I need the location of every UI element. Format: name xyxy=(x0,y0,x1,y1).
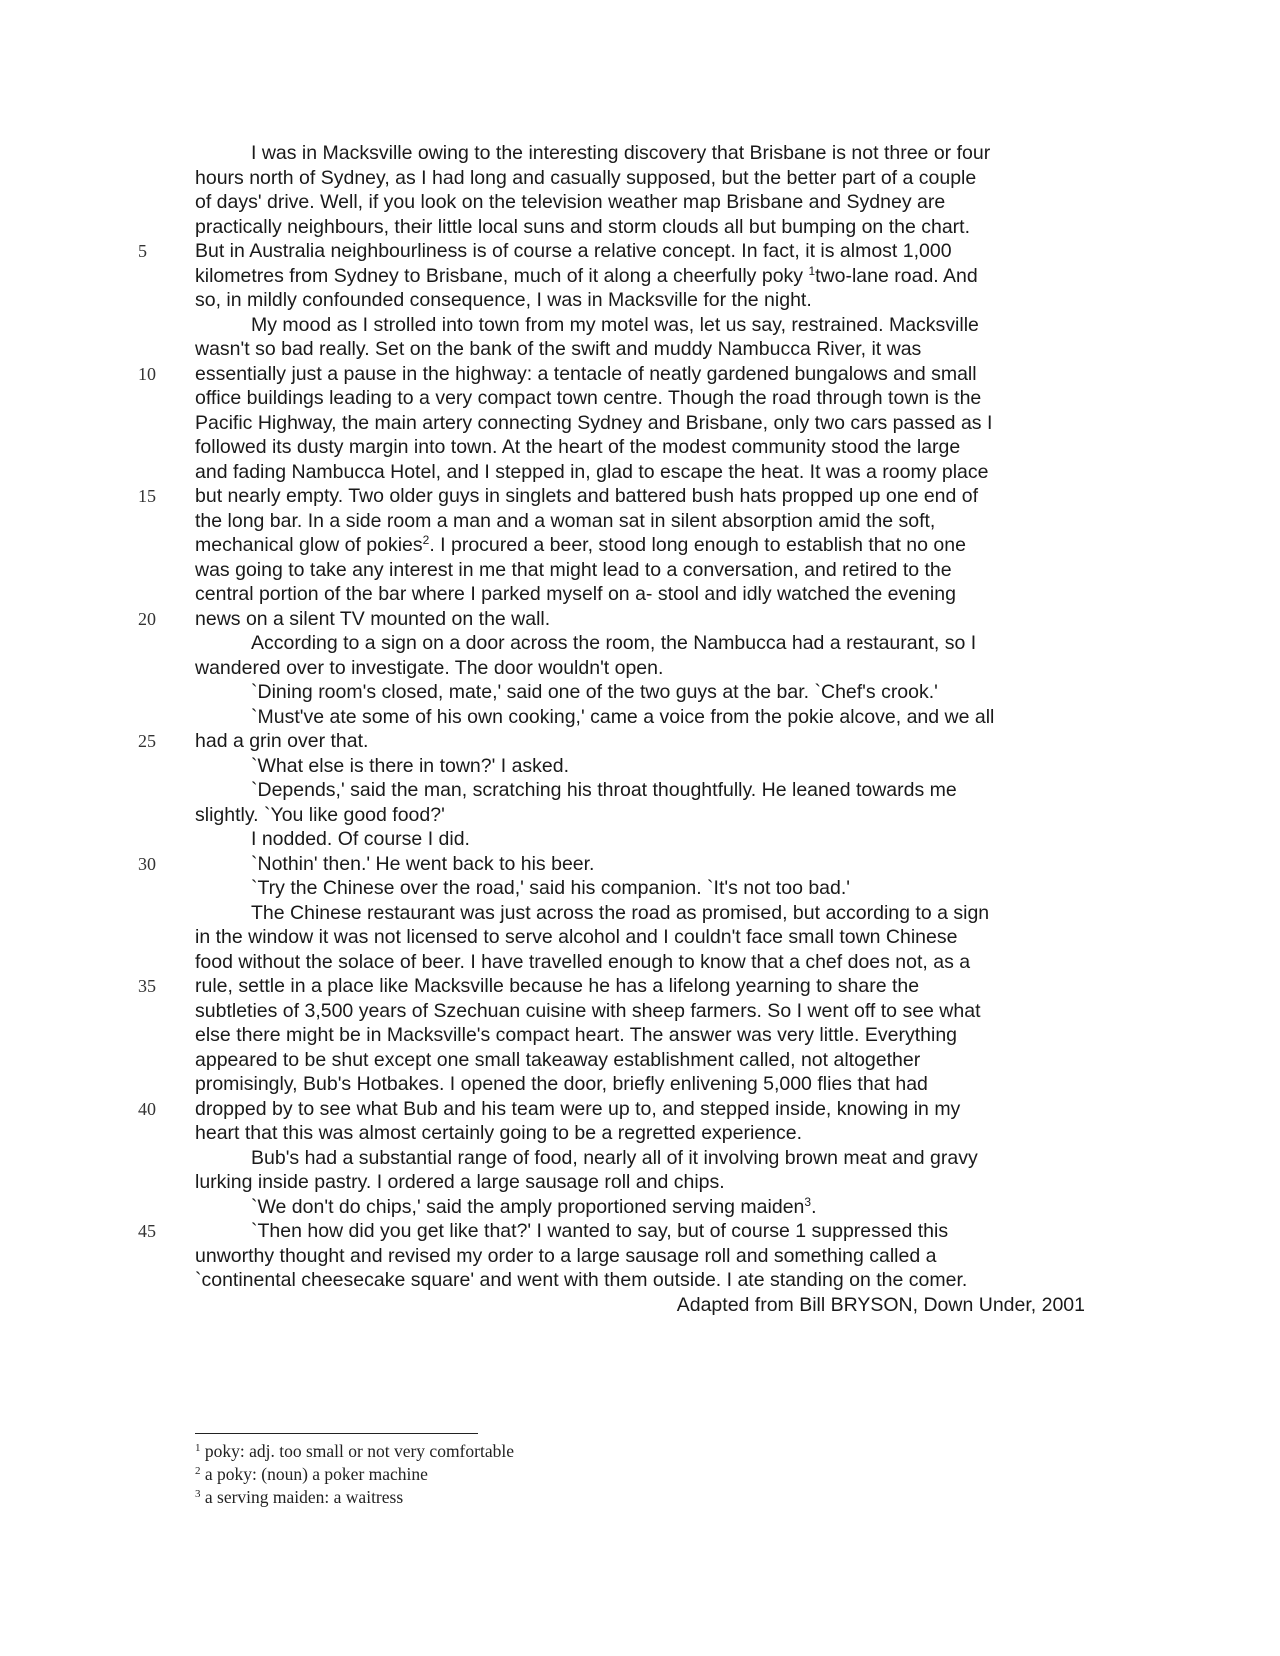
passage-line xyxy=(195,1023,1085,1048)
passage-line xyxy=(195,509,1085,534)
line-text: I was in Macksville owing to the interesting discovery that Brisbane is not three or four xyxy=(251,142,991,164)
footnote-item xyxy=(195,1486,514,1509)
passage-line xyxy=(195,1219,1085,1244)
passage-line xyxy=(195,239,1085,264)
line-text: lurking inside pastry. I ordered a large sausage roll and chips. xyxy=(195,1171,725,1193)
line-text: rule, settle in a place like Macksville because he has a lifelong yearning to share the xyxy=(195,975,920,997)
passage-text xyxy=(195,141,1085,1317)
passage-line xyxy=(195,313,1085,338)
passage-line xyxy=(195,754,1085,779)
footnote-item xyxy=(195,1440,514,1463)
line-text: But in Australia neighbourliness is of course a relative concept. In fact, it is almost 1,000 xyxy=(195,240,952,262)
line-text: hours north of Sydney, as I had long and casually supposed, but the better part of a couple xyxy=(195,166,977,189)
passage-line xyxy=(195,484,1085,509)
footnote-item xyxy=(195,1463,514,1486)
passage-line xyxy=(195,950,1085,975)
footnote-text: a poky: (noun) a poker machine xyxy=(200,1464,428,1484)
line-text: . xyxy=(811,1195,817,1218)
passage-line xyxy=(195,1146,1085,1171)
line-text: Pacific Highway, the main artery connecting Sydney and Brisbane, only two cars passed as I xyxy=(195,411,993,434)
line-text: promisingly, Bub's Hotbakes. I opened the door, briefly enlivening 5,000 flies that had xyxy=(195,1073,928,1095)
line-text: mechanical glow of pokies xyxy=(195,534,423,556)
line-text: `Try the Chinese over the road,' said his companion. `It's not too bad.' xyxy=(251,877,851,899)
passage-line xyxy=(195,460,1085,485)
line-text: `Then how did you get like that?' I wanted to say, but of course 1 suppressed this xyxy=(251,1220,949,1242)
passage-line xyxy=(195,533,1085,558)
passage-line xyxy=(195,778,1085,803)
line-text: two-lane road. And xyxy=(815,264,978,287)
source-attribution xyxy=(195,1293,1085,1318)
line-text: of days' drive. Well, if you look on the television weather map Brisbane and Sydney are xyxy=(195,191,946,213)
line-text: but nearly empty. Two older guys in singlets and battered bush hats propped up one end of xyxy=(195,485,979,507)
footnote-text: a serving maiden: a waitress xyxy=(200,1487,404,1507)
line-number: 10 xyxy=(138,363,156,384)
passage-line xyxy=(195,803,1085,828)
line-text: According to a sign on a door across the room, the Nambucca had a restaurant, so I xyxy=(251,632,977,654)
line-text: `Depends,' said the man, scratching his throat thoughtfully. He leaned towards me xyxy=(251,779,957,801)
line-text: `What else is there in town?' I asked. xyxy=(251,754,570,777)
passage-line xyxy=(195,1195,1085,1220)
line-text: else there might be in Macksville's compact heart. The answer was very little. Everything xyxy=(195,1024,958,1046)
line-text: Adapted from Bill BRYSON, Down Under, 2001 xyxy=(676,1293,1085,1316)
line-text: `Nothin' then.' He went back to his beer. xyxy=(251,852,595,875)
passage-line xyxy=(195,827,1085,852)
line-text: news on a silent TV mounted on the wall. xyxy=(195,607,551,630)
line-text: kilometres from Sydney to Brisbane, much of it along a cheerfully poky xyxy=(195,264,809,287)
line-text: central portion of the bar where I parked myself on a- stool and idly watched the evening xyxy=(195,583,956,605)
footnote-marker: 2 xyxy=(422,533,430,547)
line-text: had a grin over that. xyxy=(195,730,369,752)
passage-line xyxy=(195,876,1085,901)
passage-line xyxy=(195,362,1085,387)
line-text: wandered over to investigate. The door wouldn't open. xyxy=(195,656,664,679)
passage-line xyxy=(195,999,1085,1024)
line-text: food without the solace of beer. I have travelled enough to know that a chef does not, as a xyxy=(195,950,971,973)
line-number: 5 xyxy=(138,241,147,261)
passage-line xyxy=(195,1244,1085,1269)
line-text: I nodded. Of course I did. xyxy=(251,828,470,850)
passage-line xyxy=(195,582,1085,607)
line-number: 35 xyxy=(138,976,156,996)
passage-line xyxy=(195,925,1085,950)
line-text: unworthy thought and revised my order to a large sausage roll and something called a xyxy=(195,1244,937,1267)
passage-line xyxy=(195,631,1085,656)
passage-line xyxy=(195,1072,1085,1097)
passage-line xyxy=(195,264,1085,289)
passage-line xyxy=(195,852,1085,877)
footnote-divider xyxy=(195,1433,478,1434)
passage-line xyxy=(195,974,1085,999)
line-number: 15 xyxy=(138,486,156,506)
footnote-text: poky: adj. too small or not very comfortable xyxy=(200,1441,514,1461)
line-text: dropped by to see what Bub and his team were up to, and stepped inside, knowing in my xyxy=(195,1097,961,1120)
passage-line xyxy=(195,411,1085,436)
footnote-number: 1 xyxy=(195,1442,201,1454)
line-text: The Chinese restaurant was just across the road as promised, but according to a sign xyxy=(251,901,990,924)
line-number: 45 xyxy=(138,1221,156,1241)
passage-line xyxy=(195,656,1085,681)
passage-line xyxy=(195,190,1085,215)
passage-line xyxy=(195,435,1085,460)
line-text: Bub's had a substantial range of food, nearly all of it involving brown meat and gravy xyxy=(251,1146,978,1169)
line-text: essentially just a pause in the highway: a tentacle of neatly gardened bungalows and small xyxy=(195,362,977,385)
passage-line xyxy=(195,558,1085,583)
passage-line xyxy=(195,1170,1085,1195)
line-text: and fading Nambucca Hotel, and I stepped in, glad to escape the heat. It was a roomy place xyxy=(195,460,989,483)
line-number: 30 xyxy=(138,853,156,874)
passage-line xyxy=(195,1048,1085,1073)
line-text: `We don't do chips,' said the amply proportioned serving maiden xyxy=(251,1195,805,1218)
line-text: wasn't so bad really. Set on the bank of the swift and muddy Nambucca River, it was xyxy=(195,338,922,360)
passage-line xyxy=(195,680,1085,705)
passage-line xyxy=(195,166,1085,191)
footnote-number: 3 xyxy=(195,1488,201,1500)
line-text: `Must've ate some of his own cooking,' came a voice from the pokie alcove, and we all xyxy=(251,705,995,728)
line-text: in the window it was not licensed to serve alcohol and I couldn't face small town Chinese xyxy=(195,926,958,948)
line-text: so, in mildly confounded consequence, I was in Macksville for the night. xyxy=(195,289,812,311)
passage-line xyxy=(195,337,1085,362)
passage-line xyxy=(195,607,1085,632)
line-text: My mood as I strolled into town from my motel was, let us say, restrained. Macksville xyxy=(251,313,979,336)
line-number: 25 xyxy=(138,731,156,751)
passage-line xyxy=(195,1268,1085,1293)
line-text: `continental cheesecake square' and went with them outside. I ate standing on the comer. xyxy=(195,1269,968,1291)
line-text: slightly. `You like good food?' xyxy=(195,803,445,826)
passage-line xyxy=(195,386,1085,411)
footnote-number: 2 xyxy=(195,1465,201,1477)
footnote-marker: 1 xyxy=(808,263,816,278)
passage-line xyxy=(195,729,1085,754)
passage-line xyxy=(195,1097,1085,1122)
passage-line xyxy=(195,705,1085,730)
line-text: appeared to be shut except one small takeaway establishment called, not altogether xyxy=(195,1048,921,1071)
footnote-marker: 3 xyxy=(804,1194,812,1209)
passage-line xyxy=(195,288,1085,313)
line-text: subtleties of 3,500 years of Szechuan cuisine with sheep farmers. So I went off to see what xyxy=(195,999,981,1022)
line-text: heart that this was almost certainly going to be a regretted experience. xyxy=(195,1122,803,1144)
line-number: 40 xyxy=(138,1098,156,1119)
line-text: followed its dusty margin into town. At the heart of the modest community stood the large xyxy=(195,436,961,458)
footnotes xyxy=(195,1440,514,1509)
line-text: office buildings leading to a very compact town centre. Though the road through town is the xyxy=(195,387,982,409)
passage-line xyxy=(195,141,1085,166)
passage-line xyxy=(195,1121,1085,1146)
line-text: was going to take any interest in me that might lead to a conversation, and retired to the xyxy=(195,558,952,581)
line-text: `Dining room's closed, mate,' said one of the two guys at the bar. `Chef's crook.' xyxy=(251,681,938,703)
line-text: practically neighbours, their little local suns and storm clouds all but bumping on the chart. xyxy=(195,215,970,238)
line-number: 20 xyxy=(138,608,156,629)
passage-line xyxy=(195,901,1085,926)
passage-line xyxy=(195,215,1085,240)
line-text: . I procured a beer, stood long enough to establish that no one xyxy=(429,534,966,556)
line-text: the long bar. In a side room a man and a woman sat in silent absorption amid the soft, xyxy=(195,509,936,532)
